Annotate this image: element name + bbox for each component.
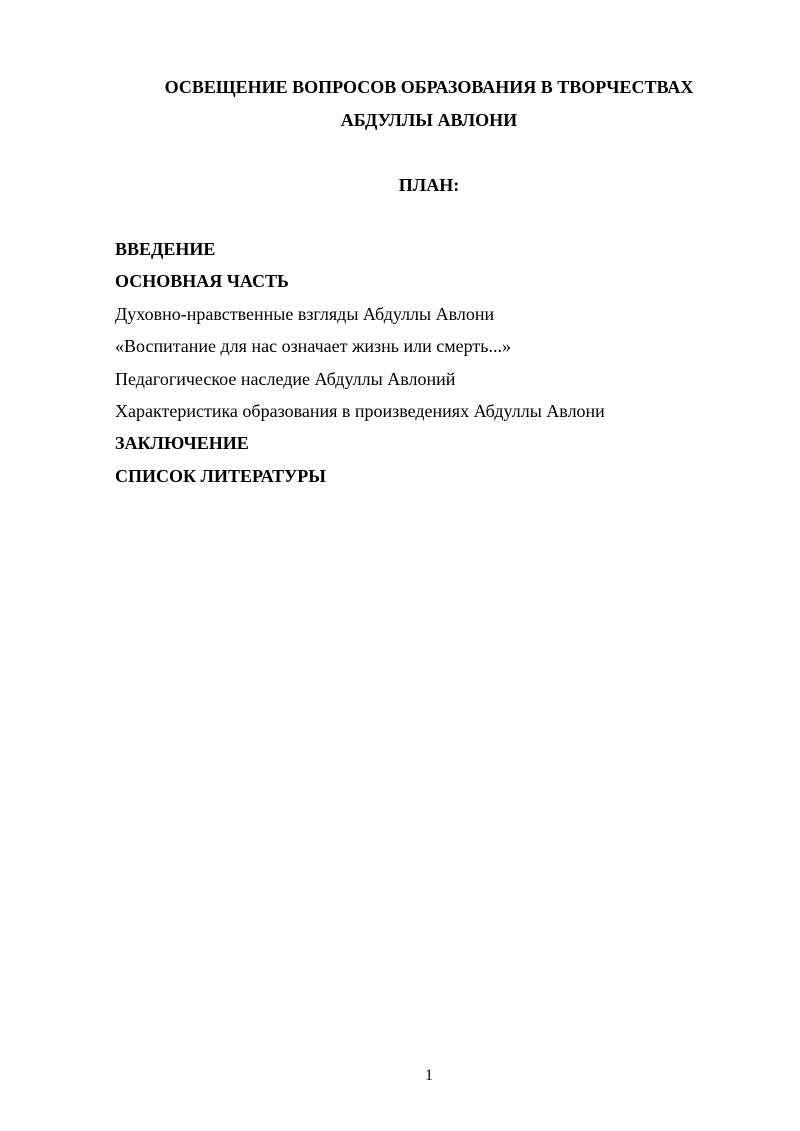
toc-item-pedagogical-heritage: Педагогическое наследие Абдуллы Авлоний xyxy=(115,368,456,389)
toc-item-main-part: ОСНОВНАЯ ЧАСТЬ xyxy=(115,271,289,292)
toc-item-conclusion: ЗАКЛЮЧЕНИЕ xyxy=(115,433,249,454)
toc-item-spiritual-views: Духовно-нравственные взгляды Абдуллы Авлони xyxy=(115,303,495,324)
plan-heading: ПЛАН: xyxy=(398,175,460,195)
page-number: 1 xyxy=(425,1067,433,1084)
document-title-line-2: АБДУЛЛЫ АВЛОНИ xyxy=(340,110,518,130)
toc-item-education-characteristics: Характеристика образования в произведениях Абдуллы Авлони xyxy=(115,400,605,421)
toc-item-bibliography: СПИСОК ЛИТЕРАТУРЫ xyxy=(115,465,326,486)
document-title-line-1: ОСВЕЩЕНИЕ ВОПРОСОВ ОБРАЗОВАНИЯ В ТВОРЧЕСТВАХ xyxy=(164,77,694,97)
toc-item-introduction: ВВЕДЕНИЕ xyxy=(115,239,216,259)
toc-item-upbringing-quote: «Воспитание для нас означает жизнь или смерть...» xyxy=(115,336,511,357)
table-of-contents xyxy=(115,238,605,497)
